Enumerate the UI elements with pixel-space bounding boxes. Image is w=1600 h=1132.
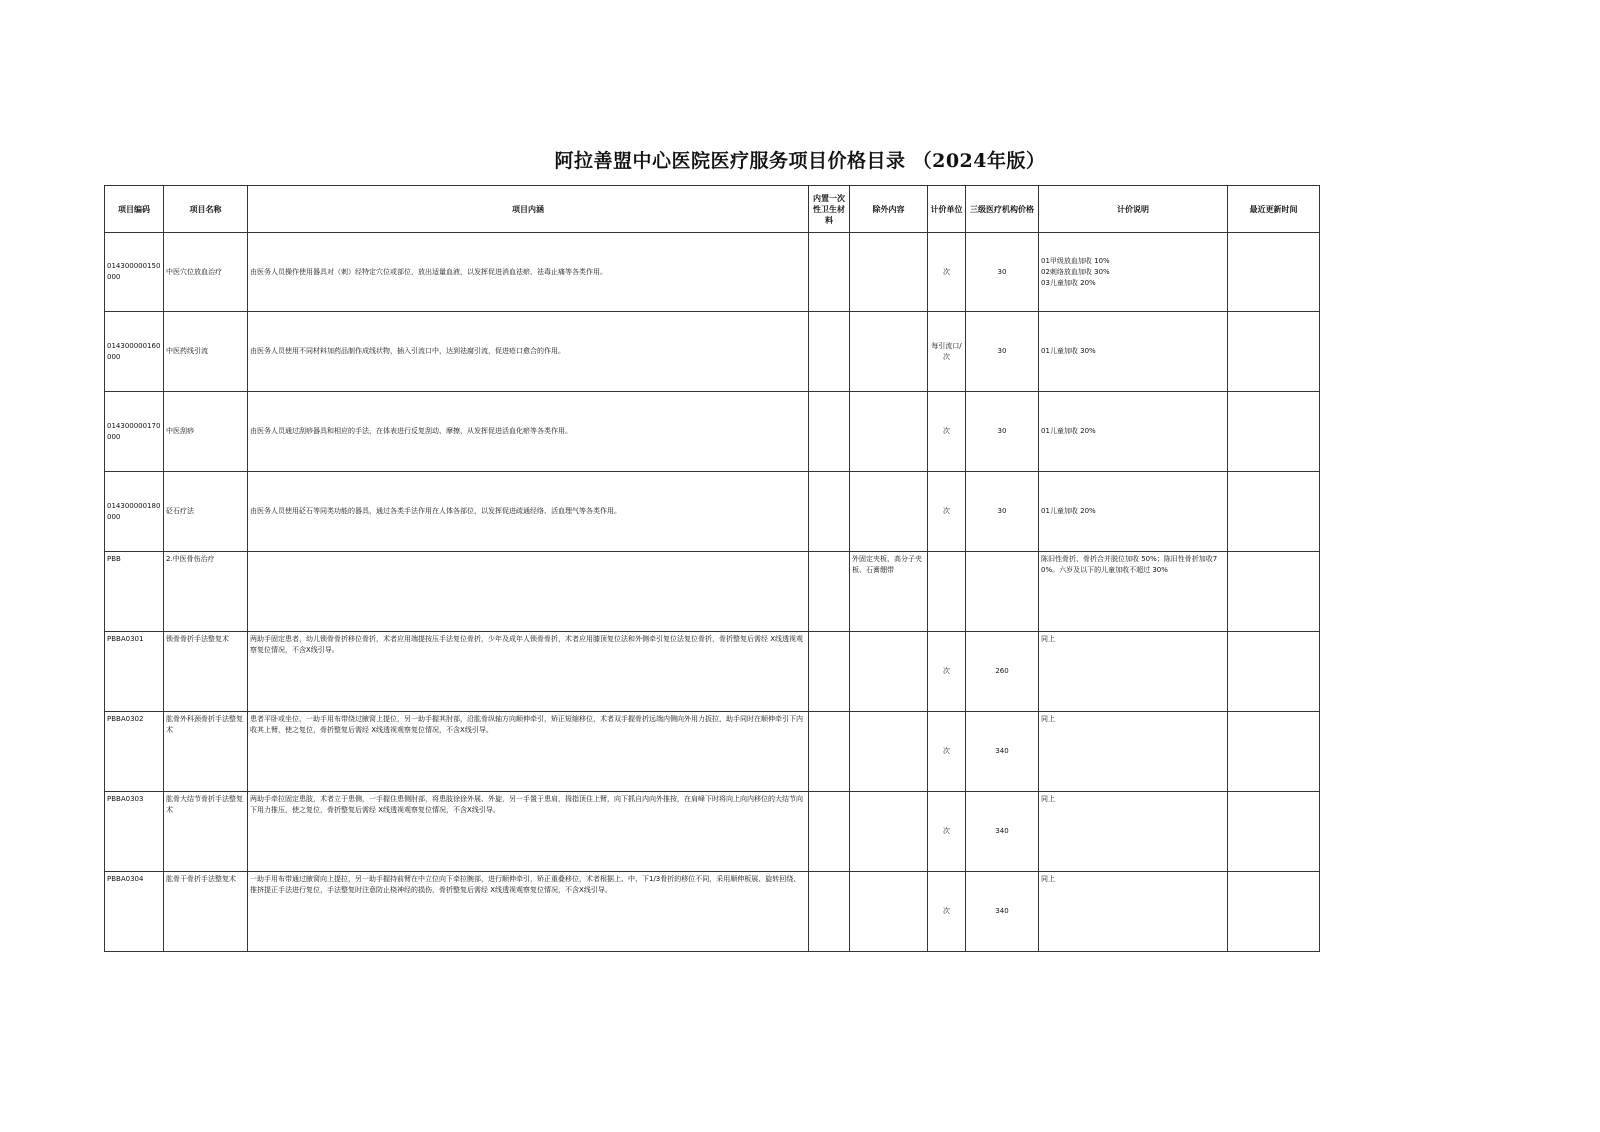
item-code: 014300000160000 [105,312,164,392]
item-unit: 次 [928,712,966,792]
price-catalog-table [104,185,1320,952]
item-unit: 次 [928,632,966,712]
item-material [809,792,850,872]
item-notes: 陈旧性骨折、骨折合并脱位加收 50%；陈旧性骨折加收70%。六岁及以下的儿童加收不超过 30% [1039,552,1228,632]
item-unit: 每引流口/次 [928,312,966,392]
item-unit: 次 [928,392,966,472]
note-line: 01儿童加收 20% [1041,427,1096,435]
item-price: 30 [966,312,1039,392]
item-updated [1228,472,1320,552]
header-pricing-unit: 计价单位 [928,186,966,233]
item-notes: 同上 [1039,792,1228,872]
item-unit: 次 [928,233,966,312]
item-name: 2.中医骨伤治疗 [164,552,248,632]
item-code: 014300000180000 [105,472,164,552]
item-content [248,552,809,632]
note-line: 03儿童加收 20% [1041,278,1096,287]
item-price: 340 [966,792,1039,872]
item-code: 014300000170000 [105,392,164,472]
header-pricing-notes: 计价说明 [1039,186,1228,233]
item-updated [1228,233,1320,312]
item-updated [1228,552,1320,632]
header-item-code: 项目编码 [105,186,164,233]
item-price: 340 [966,712,1039,792]
item-notes: 同上 [1039,632,1228,712]
table-row [105,632,1320,712]
item-notes [1039,392,1228,472]
table-row [105,872,1320,952]
item-updated [1228,312,1320,392]
item-content: 一助手用布带通过腋窝向上提拉，另一助手握持前臂在中立位向下牵拉腕部，进行顺伸牵引，矫正重叠移位，术者根据上、中、下1/3骨折的移位不同，采用顺伸板展、旋转回绕、推挤提正手法进行复位，手法整复时注意防止桡神经的损伤，骨折整复后需经 X线透视观察复位情况，不含X线引导。 [248,872,809,952]
header-excluded-content: 除外内容 [850,186,928,233]
item-material [809,872,850,952]
item-unit: 次 [928,792,966,872]
item-excluded [850,392,928,472]
item-name: 肱骨大结节骨折手法整复术 [164,792,248,872]
item-content: 由医务人员通过刮痧器具和相应的手法，在体表进行反复刮动、摩擦，从发挥促进活血化瘀等各类作用。 [248,392,809,472]
item-material [809,712,850,792]
item-notes: 同上 [1039,872,1228,952]
item-code: PBB [105,552,164,632]
item-price: 340 [966,872,1039,952]
note-line: 01儿童加收 20% [1041,507,1096,515]
table-row [105,312,1320,392]
item-updated [1228,792,1320,872]
item-name: 中医药线引流 [164,312,248,392]
item-notes: 同上 [1039,712,1228,792]
note-line: 02刺络放血加收 30% [1041,267,1110,276]
item-excluded [850,792,928,872]
header-last-updated: 最近更新时间 [1228,186,1320,233]
table-row [105,233,1320,312]
item-notes [1039,312,1228,392]
header-built-in-material: 内置一次性卫生材料 [809,186,850,233]
item-price: 30 [966,392,1039,472]
item-code: PBBA0302 [105,712,164,792]
item-excluded [850,872,928,952]
item-code: 014300000150000 [105,233,164,312]
item-content: 由医务人员使用砭石等同类功能的器具，通过各类手法作用在人体各部位，以发挥促进疏通经络、活血理气等各类作用。 [248,472,809,552]
item-notes [1039,472,1228,552]
page-title: 阿拉善盟中心医院医疗服务项目价格目录 （2024年版） [554,150,1046,172]
item-name: 中医刮痧 [164,392,248,472]
header-item-content: 项目内涵 [248,186,809,233]
item-material [809,233,850,312]
item-updated [1228,632,1320,712]
note-line: 01甲级放血加收 10% [1041,256,1110,265]
item-name: 肱骨外科颈骨折手法整复术 [164,712,248,792]
item-material [809,632,850,712]
item-content: 两助手固定患者，幼儿锁骨骨折移位骨折，术者应用端提按压手法复位骨折，少年及成年人锁骨骨折，术者应用膝顶复位法和外侧牵引复位法复位骨折，骨折整复后需经 X线透视观察复位情况，不含X线引导。 [248,632,809,712]
table-row [105,792,1320,872]
item-code: PBBA0304 [105,872,164,952]
table-row-category [105,552,1320,632]
item-notes [1039,233,1228,312]
item-excluded: 外固定夹板、高分子夹板、石膏绷带 [850,552,928,632]
table-row [105,472,1320,552]
item-price: 30 [966,233,1039,312]
header-tier3-price: 三级医疗机构价格 [966,186,1039,233]
item-code: PBBA0303 [105,792,164,872]
item-unit [928,552,966,632]
item-unit: 次 [928,872,966,952]
item-name: 肱骨干骨折手法整复术 [164,872,248,952]
item-material [809,312,850,392]
item-name: 锁骨骨折手法整复术 [164,632,248,712]
item-code: PBBA0301 [105,632,164,712]
item-price: 260 [966,632,1039,712]
item-content: 由医务人员使用不同材料加药品制作成线状物，插入引流口中，达到祛腐引流，促进疮口愈合的作用。 [248,312,809,392]
item-content: 患者平卧或坐位，一助手用布带绕过腋窝上提位，另一助手握其肘部，沿肱骨纵轴方向顺伸牵引，矫正短缩移位，术者双手握骨折远端内侧向外用力扳拉，助手同时在顺伸牵引下内收其上臂，使之复位，骨折整复后需经 X线透视观察复位情况，不含X线引导。 [248,712,809,792]
header-item-name: 项目名称 [164,186,248,233]
item-material [809,552,850,632]
item-content: 由医务人员操作使用器具对（刺）经特定穴位或部位，放出适量血液，以发挥促进消血祛瘀、祛毒止痛等各类作用。 [248,233,809,312]
item-material [809,392,850,472]
item-excluded [850,632,928,712]
item-price [966,552,1039,632]
item-name: 砭石疗法 [164,472,248,552]
table-row [105,392,1320,472]
table-header-row [105,186,1320,233]
item-updated [1228,872,1320,952]
item-unit: 次 [928,472,966,552]
table-row [105,712,1320,792]
item-excluded [850,312,928,392]
item-excluded [850,712,928,792]
item-price: 30 [966,472,1039,552]
item-excluded [850,472,928,552]
note-line: 01儿童加收 30% [1041,347,1096,355]
item-content: 两助手牵拉固定患肢，术者立于患侧，一手握住患侧肘部，将患肢徐徐外展、外旋，另一手置于患肩，拇指顶住上臂，向下抓自内向外推按，在肩峰下时将向上向内移位的大结节向下用力推压，使之复位，骨折整复后需经 X线透视观察复位情况，不含X线引导。 [248,792,809,872]
item-updated [1228,712,1320,792]
item-updated [1228,392,1320,472]
item-excluded [850,233,928,312]
item-name: 中医穴位放血治疗 [164,233,248,312]
item-material [809,472,850,552]
